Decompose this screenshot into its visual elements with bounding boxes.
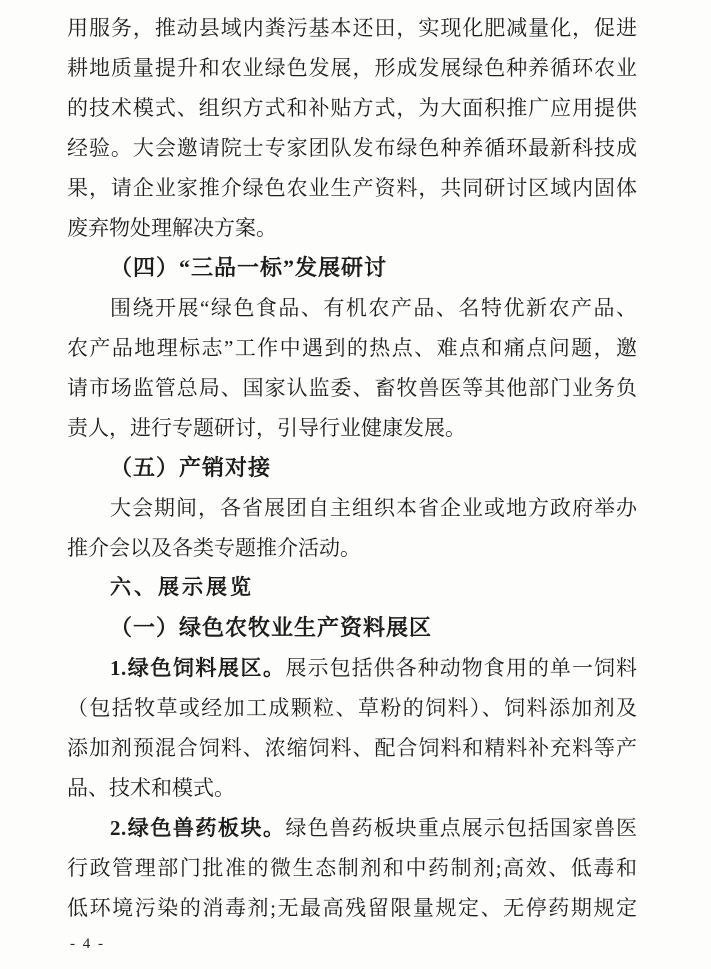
text-line: 行政管理部门批准的微生态制剂和中药制剂;高效、低毒和: [67, 856, 637, 880]
text-line: 大会期间，各省展团自主组织本省企业或地方政府举办: [110, 496, 637, 520]
text-line: 农产品地理标志”工作中遇到的热点、难点和痛点问题，邀: [67, 336, 637, 360]
text-line: 的技术模式、组织方式和补贴方式，为大面积推广应用提供: [67, 96, 637, 120]
text-line: 废弃物处理解决方案。: [67, 216, 277, 240]
text-line: 经验。大会邀请院士专家团队发布绿色种养循环最新科技成: [67, 136, 637, 160]
text-line: 品、技术和模式。: [67, 776, 235, 800]
run-in-heading: 1.绿色饲料展区。: [110, 656, 286, 680]
text-line: 用服务，推动县域内粪污基本还田，实现化肥减量化，促进: [67, 16, 637, 40]
run-in-heading: 2.绿色兽药板块。: [110, 816, 286, 840]
text-line: 耕地质量提升和农业绿色发展，形成发展绿色种养循环农业: [67, 56, 637, 80]
section-heading-five: （五）产销对接: [110, 455, 272, 480]
section-heading-one: （一）绿色农牧业生产资料展区: [110, 615, 433, 640]
text-line: 添加剂预混合饲料、浓缩饲料、配合饲料和精料补充料等产: [67, 736, 637, 760]
text-line: 果，请企业家推介绿色农业生产资料，共同研讨区域内固体: [67, 176, 637, 200]
text-line: （包括牧草或经加工成颗粒、草粉的饲料）、饲料添加剂及: [67, 696, 637, 720]
text-line: [67, 648, 637, 688]
text-run: 展示包括供各种动物食用的单一饲料: [285, 656, 638, 680]
text-run: 绿色兽药板块重点展示包括国家兽医: [285, 816, 638, 840]
text-line: 围绕开展“绿色食品、有机农产品、名特优新农产品、: [110, 296, 637, 320]
section-heading-four: （四）“三品一标”发展研讨: [110, 255, 388, 280]
document-body: [67, 8, 637, 928]
chapter-heading-six: 六、展示展览: [110, 576, 254, 599]
text-line: [67, 808, 637, 848]
text-line: 低环境污染的消毒剂;无最高残留限量规定、无停药期规定: [67, 896, 637, 920]
text-line: 推介会以及各类专题推介活动。: [67, 536, 361, 560]
text-line: 责人，进行专题研讨，引导行业健康发展。: [67, 416, 466, 440]
text-line: 请市场监管总局、国家认监委、畜牧兽医等其他部门业务负: [67, 376, 637, 400]
page-number: - 4 -: [70, 936, 105, 952]
